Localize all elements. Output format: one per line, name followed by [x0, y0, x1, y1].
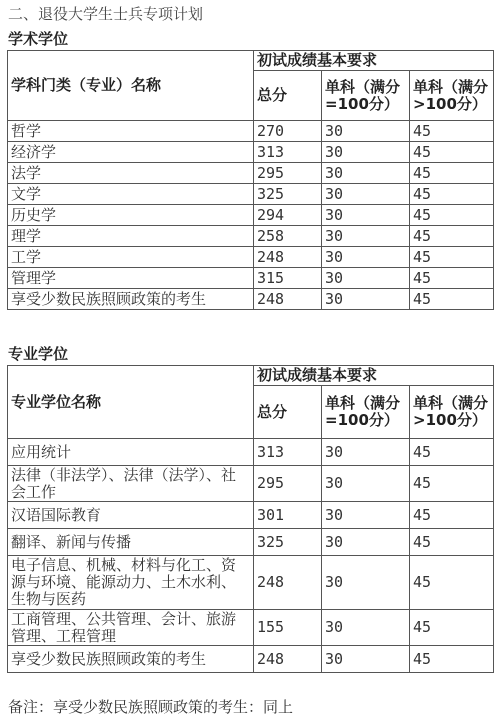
footnote: 备注：享受少数民族照顾政策的考生：同上 — [8, 698, 294, 716]
row-name: 翻译、新闻与传播 — [8, 529, 254, 556]
row-single-over100: 45 — [410, 184, 494, 205]
table-row — [8, 439, 494, 466]
table-row — [8, 247, 494, 268]
row-single-100: 30 — [322, 610, 410, 646]
academic-col-single-100: 单科（满分=100分） — [322, 71, 410, 121]
table-row — [8, 502, 494, 529]
row-single-100: 30 — [322, 184, 410, 205]
row-single-over100: 45 — [410, 121, 494, 142]
row-single-100: 30 — [322, 556, 410, 610]
professional-col-single-over100: 单科（满分>100分） — [410, 386, 494, 439]
table-row — [8, 226, 494, 247]
row-total: 248 — [254, 247, 322, 268]
row-single-100: 30 — [322, 529, 410, 556]
table-row — [8, 163, 494, 184]
academic-table — [7, 50, 494, 310]
row-single-100: 30 — [322, 466, 410, 502]
table-row — [8, 529, 494, 556]
row-total: 315 — [254, 268, 322, 289]
row-total: 248 — [254, 556, 322, 610]
professional-header-row-top — [8, 366, 494, 386]
row-total: 313 — [254, 142, 322, 163]
row-name: 应用统计 — [8, 439, 254, 466]
professional-table — [7, 365, 494, 673]
row-single-100: 30 — [322, 439, 410, 466]
row-single-100: 30 — [322, 646, 410, 673]
table-row — [8, 289, 494, 310]
academic-col-single-over100: 单科（满分>100分） — [410, 71, 494, 121]
academic-heading: 学术学位 — [8, 30, 69, 48]
academic-header-row-top — [8, 51, 494, 71]
row-total: 155 — [254, 610, 322, 646]
row-single-100: 30 — [322, 502, 410, 529]
row-total: 248 — [254, 289, 322, 310]
row-single-over100: 45 — [410, 226, 494, 247]
row-single-100: 30 — [322, 268, 410, 289]
row-single-100: 30 — [322, 163, 410, 184]
row-single-over100: 45 — [410, 529, 494, 556]
table-row — [8, 142, 494, 163]
row-single-100: 30 — [322, 289, 410, 310]
row-single-100: 30 — [322, 226, 410, 247]
row-single-over100: 45 — [410, 142, 494, 163]
row-name: 工商管理、公共管理、会计、旅游管理、工程管理 — [8, 610, 254, 646]
table-row — [8, 646, 494, 673]
row-total: 270 — [254, 121, 322, 142]
row-name: 享受少数民族照顾政策的考生 — [8, 289, 254, 310]
row-name: 法律（非法学）、法律（法学）、社会工作 — [8, 466, 254, 502]
row-single-over100: 45 — [410, 289, 494, 310]
row-total: 313 — [254, 439, 322, 466]
row-total: 325 — [254, 529, 322, 556]
professional-col-single-100: 单科（满分=100分） — [322, 386, 410, 439]
table-row — [8, 556, 494, 610]
row-single-100: 30 — [322, 142, 410, 163]
row-single-over100: 45 — [410, 268, 494, 289]
row-total: 295 — [254, 163, 322, 184]
professional-col-category: 专业学位名称 — [8, 366, 254, 439]
table-row — [8, 268, 494, 289]
row-name: 电子信息、机械、材料与化工、资源与环境、能源动力、土木水利、生物与医药 — [8, 556, 254, 610]
table-row — [8, 184, 494, 205]
table-row — [8, 466, 494, 502]
row-name: 管理学 — [8, 268, 254, 289]
row-total: 258 — [254, 226, 322, 247]
row-total: 325 — [254, 184, 322, 205]
academic-col-group: 初试成绩基本要求 — [254, 51, 494, 71]
professional-col-total: 总分 — [254, 386, 322, 439]
academic-col-category: 学科门类（专业）名称 — [8, 51, 254, 121]
table-row — [8, 205, 494, 226]
page-title: 二、退役大学生士兵专项计划 — [8, 5, 204, 23]
row-name: 汉语国际教育 — [8, 502, 254, 529]
row-total: 295 — [254, 466, 322, 502]
row-total: 248 — [254, 646, 322, 673]
professional-col-group: 初试成绩基本要求 — [254, 366, 494, 386]
row-name: 文学 — [8, 184, 254, 205]
row-single-over100: 45 — [410, 247, 494, 268]
row-single-over100: 45 — [410, 502, 494, 529]
row-name: 经济学 — [8, 142, 254, 163]
professional-heading: 专业学位 — [8, 345, 69, 363]
row-name: 工学 — [8, 247, 254, 268]
row-single-over100: 45 — [410, 610, 494, 646]
row-single-over100: 45 — [410, 646, 494, 673]
row-single-over100: 45 — [410, 466, 494, 502]
table-row — [8, 121, 494, 142]
row-name: 享受少数民族照顾政策的考生 — [8, 646, 254, 673]
row-total: 301 — [254, 502, 322, 529]
row-single-100: 30 — [322, 205, 410, 226]
row-single-100: 30 — [322, 121, 410, 142]
row-single-over100: 45 — [410, 439, 494, 466]
table-row — [8, 610, 494, 646]
row-total: 294 — [254, 205, 322, 226]
row-name: 法学 — [8, 163, 254, 184]
row-name: 历史学 — [8, 205, 254, 226]
row-single-over100: 45 — [410, 556, 494, 610]
academic-col-total: 总分 — [254, 71, 322, 121]
row-single-over100: 45 — [410, 205, 494, 226]
row-name: 理学 — [8, 226, 254, 247]
row-single-over100: 45 — [410, 163, 494, 184]
row-name: 哲学 — [8, 121, 254, 142]
row-single-100: 30 — [322, 247, 410, 268]
